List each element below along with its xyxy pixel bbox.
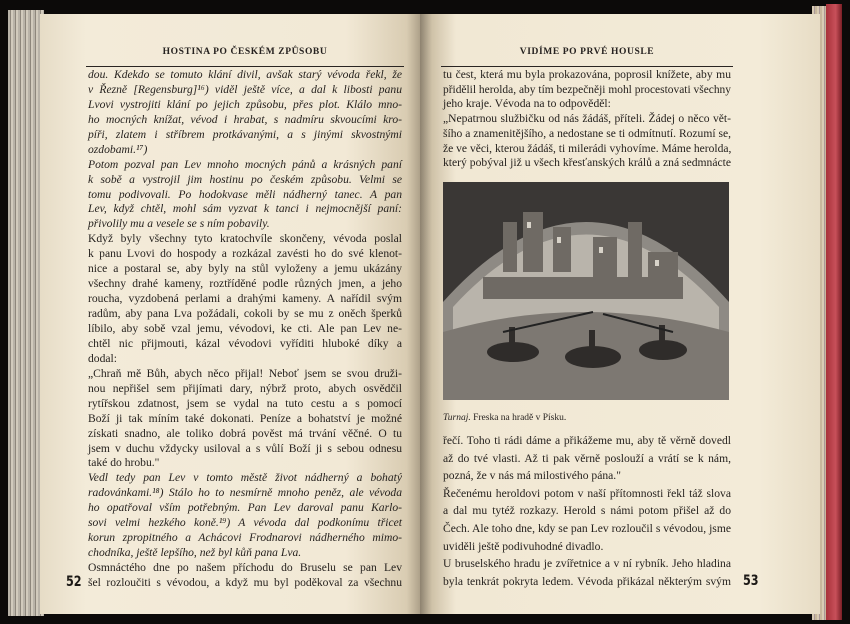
text-line: „Chraň mě Bůh, abych něco přijal! Neboť jsem se svou druži- xyxy=(88,366,402,380)
book-cover-edge xyxy=(826,4,842,620)
text-line: také do hrobu." xyxy=(88,456,160,470)
text-line: všechny drahé kameny, roztříděné podle různých jmen, a jeho xyxy=(88,277,402,291)
text-line: ho mocných knížat, vévod i hrabat, s nadmíru skvoucími kro- xyxy=(88,112,402,126)
text-line: nou nepřišel sem přijímati dary, nýbrž proto, abych osvědčil xyxy=(88,381,402,395)
text-line: k sobě a vystrojil jim hostinu po českém způsobu. Velmi se xyxy=(88,172,402,186)
text-line: tomu podivovali. Po hodokvase měli nádherný tanec. A pan xyxy=(88,187,402,201)
text-line: k panu Lvovi do hospody a rozkázal zavésti ho do své klenot- xyxy=(88,247,402,261)
text-line: chtěl nic přijmouti, kázal vévodovi vyříditi hluboké díky a xyxy=(88,336,402,350)
text-line: „Nepatrnou službičku od nás žádáš, příteli. Žádej o něco vět- xyxy=(443,112,731,126)
figure-caption-title: Turnaj. xyxy=(443,413,471,423)
text-line: radovánkami.¹⁸) Stálo ho to nesmírně mnoho peněz, ale vévoda xyxy=(88,486,402,500)
text-line: pozná, že v nás má milostivého pána." xyxy=(443,469,621,483)
text-line: a dal mu tytéž rozkazy. Herold s námi potom přišel až do xyxy=(443,504,731,518)
text-line: rytířskou zdatnost, jsem se vydal na tuto cestu a s pomocí xyxy=(88,396,402,410)
text-line: uviděli ještě podivuhodné divadlo. xyxy=(443,539,604,553)
fresco-image xyxy=(443,182,729,400)
text-line: získati snadno, ale toliko dobrá pověst má trvání věčné. O tu xyxy=(88,426,402,440)
text-line: U bruselského hradu je zvířetnice a v ní rybník. Jeho hladina xyxy=(443,557,731,571)
text-line: v Řezně [Regensburg]¹⁶) viděl ještě více, a dal k libosti panu xyxy=(88,82,402,96)
right-head-rule xyxy=(441,66,733,67)
text-line: dodal: xyxy=(88,351,117,365)
page-stack-edge-left xyxy=(8,10,44,616)
text-line: ho opatřoval vším potřebným. Pan Lev daroval panu Karlo- xyxy=(88,501,402,515)
text-line: Když byly všechny tyto kratochvíle skončeny, vévoda poslal xyxy=(88,232,402,246)
text-line: Lev, když chtěl, mohl sám vyzvat k tanci i nejmocnější paní: xyxy=(88,202,402,216)
right-page-number: 53 xyxy=(742,573,759,589)
text-line: Lvovi vystrojiti klání po jejich způsobu, přes plot. Klálo mno- xyxy=(88,97,402,111)
text-line: Potom pozval pan Lev mnoho mocných pánů a krásných paní xyxy=(88,157,402,171)
text-line: Čech. Ale toho dne, kdy se pan Lev rozloučil s vévodou, jsme xyxy=(443,522,731,535)
text-line: ozdobami.¹⁷) xyxy=(88,142,148,156)
text-line: že ve věci, kterou žádáš, ti milerádi vyhovíme. Máme herolda, xyxy=(443,141,732,155)
text-line: až do tvé vlasti. Až ti pak věrně poslouží a vrátí se k nám, xyxy=(443,451,731,465)
right-running-head: VIDÍME PO PRVÉ HOUSLE xyxy=(519,47,655,57)
figure-caption xyxy=(443,413,566,423)
text-line: řečí. Toho ti rádi dáme a přikážeme mu, aby tě věrně dovedl xyxy=(443,434,731,447)
text-line: dou. Kdekdo se tomuto klání divil, avšak starý vévoda řekl, že xyxy=(88,68,402,81)
text-line: nice a postaral se, aby byly na stůl vyloženy a jemu ukázány xyxy=(88,262,402,276)
text-line: píři, zlatem i stříbrem protkávanými, a s jinými skvostnými xyxy=(88,127,402,141)
text-line: přidělil herolda, aby tím bezpečněji mohl procestovati všechny xyxy=(443,82,731,96)
text-line: šího a znamenitějšího, a nedostane se ti odmítnutí. Rozumí se, xyxy=(443,126,731,140)
left-running-head: HOSTINA PO ČESKÉM ZPŮSOBU xyxy=(162,47,328,57)
figure-caption-text: Freska na hradě v Písku. xyxy=(473,413,567,423)
text-line: byla tenkrát pokryta ledem. Vévoda přikázal některým svým xyxy=(443,574,731,588)
text-line: sovi velmi hezkého koně.¹⁹) A vévoda dal podkonímu třicet xyxy=(88,516,402,530)
left-page-number: 52 xyxy=(65,574,82,590)
text-line: radům, aby pana Lva požádali, cokoli by se mu z oněch šperků xyxy=(88,307,402,321)
text-line: Vedl tedy pan Lev v tomto městě život nádherný a bohatý xyxy=(88,471,402,485)
left-head-rule xyxy=(86,66,404,67)
text-line: roucha, vyzdobená perlami a drahými kameny. A nařídil svým xyxy=(88,292,402,306)
text-line: jeho kraje. Vévoda na to odpověděl: xyxy=(443,97,611,111)
text-line: přivolily mu a vesele se s ním pobavily. xyxy=(88,217,270,231)
text-line: korun zpropitného a Achácovi Frodnarovi nádherného mimo- xyxy=(88,531,402,545)
text-line: šel rozloučiti s vévodou, a když mu byl poděkoval za všechnu xyxy=(88,575,402,589)
text-line: Boží ji tak míním také dokonati. Peníze a bohatství je možné xyxy=(88,411,402,425)
text-line: Osmnáctého dne po našem příchodu do Bruselu se pan Lev xyxy=(88,561,402,575)
text-line: chodníka, ještě lepšího, než byl kůň pana Lva. xyxy=(88,546,302,560)
text-line: líbilo, aby sobě vzal jemu, vévodovi, ke cti. Ale pan Lev ne- xyxy=(88,321,402,335)
text-line: který pobýval již u všech křesťanských králů a zná sedmnácte xyxy=(443,156,731,170)
text-line: tu čest, která mu byla prokazována, poprosil knížete, aby mu xyxy=(443,68,731,81)
text-line: jsem v duchu vždycky usiloval a s vůlí Boží ji s sebou odnesu xyxy=(88,441,402,455)
fresco-illustration xyxy=(443,182,729,400)
text-line: Řečenému heroldovi potom v naší přítomnosti řekl táž slova xyxy=(443,486,731,500)
